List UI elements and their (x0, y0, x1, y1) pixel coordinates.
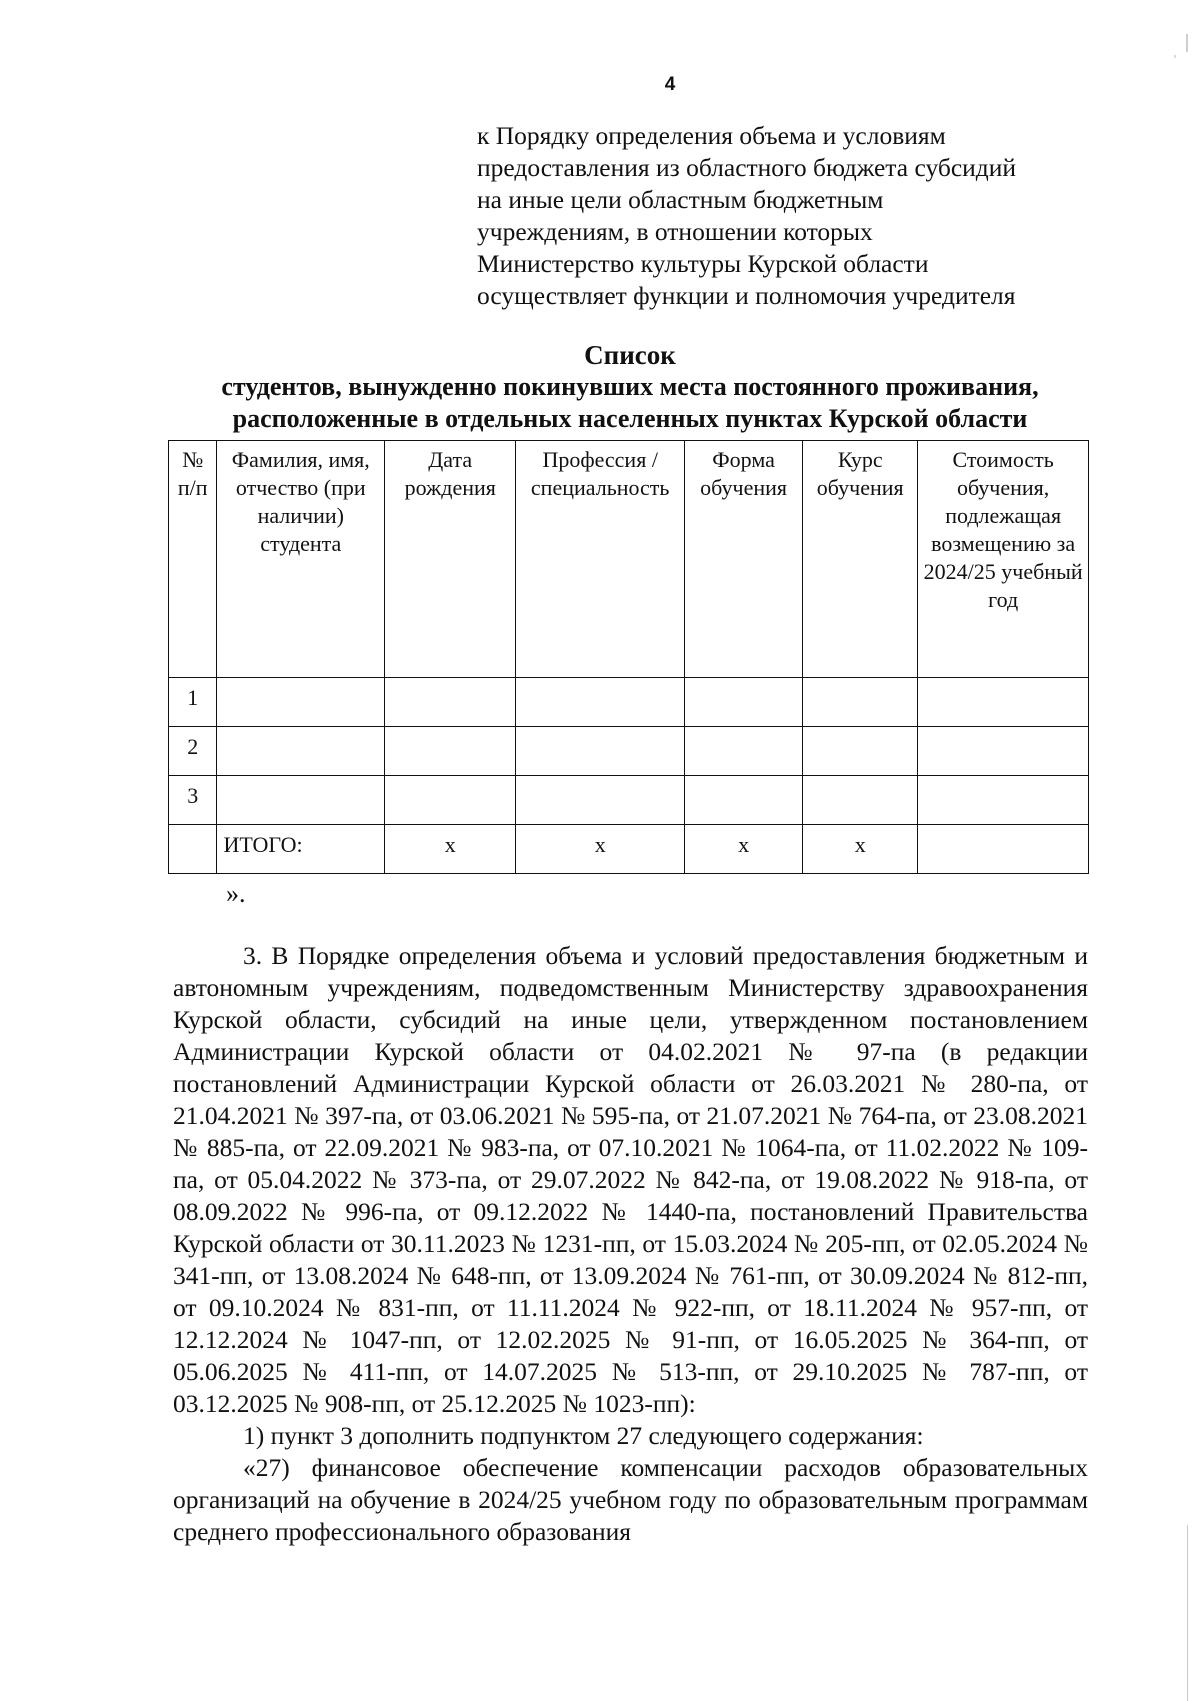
table-cell (918, 825, 1089, 874)
table-cell (803, 776, 918, 825)
table-cell (918, 727, 1089, 776)
header-cell-name: Фамилия, имя, отчество (при наличии) студента (217, 441, 385, 678)
scan-edge-line (1187, 1525, 1188, 1701)
table-cell (685, 727, 803, 776)
body-text (173, 940, 1088, 1548)
table-cell: 2 (169, 727, 217, 776)
header-cell-study-form: Форма обучения (685, 441, 803, 678)
table-cell: х (516, 825, 685, 874)
table-row (169, 727, 1089, 776)
paragraph-subitem-27: «27) финансовое обеспечение компенсации расходов образовательных организаций на обучение в 2024/25 учебном году по образовательным программам среднего профессионального образования (173, 1453, 1088, 1546)
list-title-main: Список (584, 340, 676, 370)
total-label-cell: ИТОГО: (217, 825, 385, 874)
table-cell (918, 678, 1089, 727)
table-total-row (169, 825, 1089, 874)
list-title-line-1: студентов, вынужденно покинувших места постоянного проживания, (221, 372, 1039, 401)
scan-edge-mark (1186, 34, 1188, 52)
table-cell (685, 776, 803, 825)
header-cell-profession: Профессия / специальность (516, 441, 685, 678)
table-cell (217, 678, 385, 727)
appendix-reference: к Порядку определения объема и условиям предоставления из областного бюджета субсидий на иные цели областным бюджетным учреждениям, в отношении которых Министерство культуры Курской области осуществляет функции и полномочия учредителя (477, 121, 1017, 310)
header-cell-cost: Стоимость обучения, подлежащая возмещению за 2024/25 учебный год (918, 441, 1089, 678)
table-header-row (169, 441, 1089, 678)
table-cell (217, 776, 385, 825)
table-cell (169, 825, 217, 874)
header-cell-number: № п/п (169, 441, 217, 678)
scan-edge-dot (1174, 55, 1176, 58)
table-cell (918, 776, 1089, 825)
paragraph-amendment: 3. В Порядке определения объема и условий предоставления бюджетным и автономным учреждениям, подведомственным Министерству здравоохранения Курской области, субсидий на иные цели, утвержденном постановлением Администрации Курской области от 04.02.2021 № 97-па (в редакции постановлений Администрации Курской области от 26.03.2021 № 280-па, от 21.04.2021 № 397-па, от 03.06.2021 № 595-па, от 21.07.2021 № 764-па, от 23.08.2021 № 885-па, от 22.09.2021 № 983-па, от 07.10.2021 № 1064-па, от 11.02.2022 № 109-па, от 05.04.2022 № 373-па, от 29.07.2022 № 842-па, от 19.08.2022 № 918-па, от 08.09.2022 № 996-па, от 09.12.2022 № 1440-па, постановлений Правительства Курской области от 30.11.2023 № 1231-пп, от 15.03.2024 № 205-пп, от 02.05.2024 № 341-пп, от 13.08.2024 № 648-пп, от 13.09.2024 № 761-пп, от 30.09.2024 № 812-пп, от 09.10.2024 № 831-пп, от 11.11.2024 № 922-пп, от 18.11.2024 № 957-пп, от 12.12.2024 № 1047-пп, от 12.02.2025 № 91-пп, от 16.05.2025 № 364-пп, от 05.06.2025 № 411-пп, от 14.07.2025 № 513-пп, от 29.10.2025 № 787-пп, от 03.12.2025 № 908-пп, от 25.12.2025 № 1023-пп): (173, 941, 1088, 1418)
table-cell: 1 (169, 678, 217, 727)
table-cell (385, 727, 516, 776)
table-cell: х (685, 825, 803, 874)
table-cell (685, 678, 803, 727)
table-cell: 3 (169, 776, 217, 825)
table-cell: х (385, 825, 516, 874)
closing-quote: ». (226, 879, 246, 908)
page-number: 4 (664, 74, 676, 95)
list-title-line-2: расположенные в отдельных населенных пунктах Курской области (232, 404, 1028, 433)
table-cell (385, 776, 516, 825)
students-table (168, 440, 1089, 874)
table-cell (803, 727, 918, 776)
table-cell (385, 678, 516, 727)
table-cell (516, 727, 685, 776)
table-cell (803, 678, 918, 727)
table-row (169, 776, 1089, 825)
table-cell (516, 776, 685, 825)
table-cell: х (803, 825, 918, 874)
table-cell (516, 678, 685, 727)
table-row (169, 678, 1089, 727)
table-cell (217, 727, 385, 776)
paragraph-item-1: 1) пункт 3 дополнить подпунктом 27 следующего содержания: (243, 1421, 924, 1450)
header-cell-course: Курс обучения (803, 441, 918, 678)
header-cell-birthdate: Дата рождения (385, 441, 516, 678)
list-title-block (170, 339, 1090, 435)
